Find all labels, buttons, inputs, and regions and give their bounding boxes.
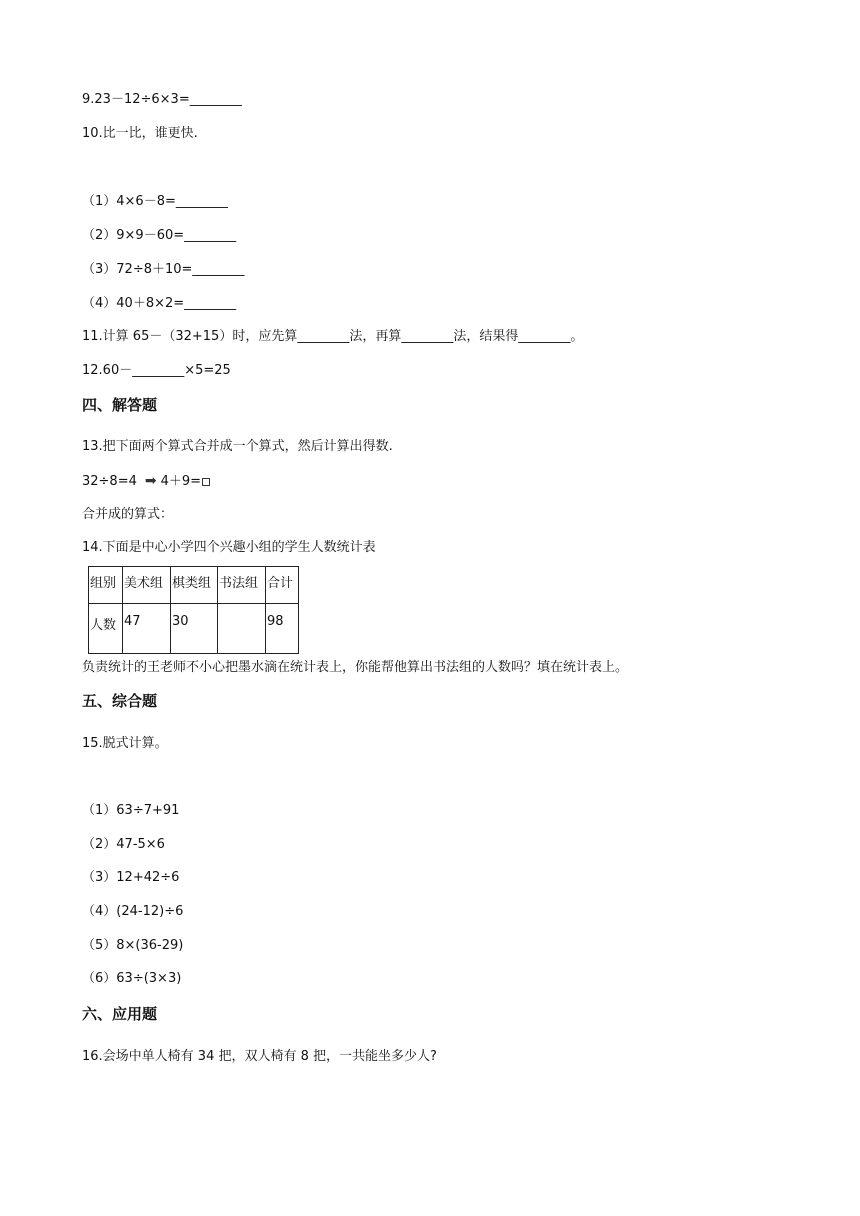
section-5-heading: 五、综合题 <box>82 692 158 710</box>
question-10-title: 10.比一比，谁更快. <box>82 126 198 141</box>
table-cell-blank <box>218 604 266 654</box>
table-row <box>89 604 299 654</box>
table-header-cell: 合计 <box>266 567 299 604</box>
question-11: 11.计算 65－（32+15）时，应先算________法，再算________法，结果得________。 <box>82 329 584 344</box>
question-12: 12.60－________×5=25 <box>82 363 231 378</box>
merged-expression-label: 合并成的算式： <box>82 507 174 522</box>
question-10-item-2: （2）9×9－60=________ <box>82 228 237 243</box>
question-15-item-1: （1）63÷7+91 <box>82 803 180 818</box>
question-15-item-2: （2）47-5×6 <box>82 837 165 852</box>
question-15-item-3: （3）12+42÷6 <box>82 870 180 885</box>
question-16: 16.会场中单人椅有 34 把，双人椅有 8 把，一共能坐多少人? <box>82 1049 437 1064</box>
table-cell: 47 <box>123 604 171 654</box>
question-10-item-1: （1）4×6－8=________ <box>82 194 228 209</box>
section-4-heading: 四、解答题 <box>82 396 158 414</box>
table-cell: 30 <box>171 604 218 654</box>
question-10-item-3: （3）72÷8＋10=________ <box>82 262 245 277</box>
expression-left: 32÷8=4 <box>82 474 137 489</box>
table-header-row <box>89 567 299 604</box>
question-15-item-5: （5）8×(36-29) <box>82 938 184 953</box>
table-cell: 98 <box>266 604 299 654</box>
table-header-cell: 书法组 <box>218 567 266 604</box>
table-header-cell: 美术组 <box>123 567 171 604</box>
question-9: 9.23－12÷6×3=________ <box>82 92 242 107</box>
expression-right: 4＋9= <box>160 474 202 489</box>
question-13-expressions <box>82 472 210 491</box>
question-14-followup: 负责统计的王老师不小心把墨水滴在统计表上，你能帮他算出书法组的人数吗？填在统计表上。 <box>82 660 629 675</box>
question-14-title: 14.下面是中心小学四个兴趣小组的学生人数统计表 <box>82 540 376 555</box>
question-10-item-4: （4）40＋8×2=________ <box>82 296 237 311</box>
section-6-heading: 六、应用题 <box>82 1005 158 1023</box>
table-header-cell: 棋类组 <box>171 567 218 604</box>
question-15-item-6: （6）63÷(3×3) <box>82 971 182 986</box>
question-15-title: 15.脱式计算。 <box>82 736 168 751</box>
table-row-label: 人数 <box>89 604 123 654</box>
right-arrow-icon: ➡ <box>144 473 157 489</box>
statistics-table <box>88 566 299 654</box>
blank-box-icon <box>202 478 210 486</box>
question-13-title: 13.把下面两个算式合并成一个算式，然后计算出得数. <box>82 439 393 454</box>
question-15-item-4: （4）(24-12)÷6 <box>82 904 184 919</box>
table-header-cell: 组别 <box>89 567 123 604</box>
